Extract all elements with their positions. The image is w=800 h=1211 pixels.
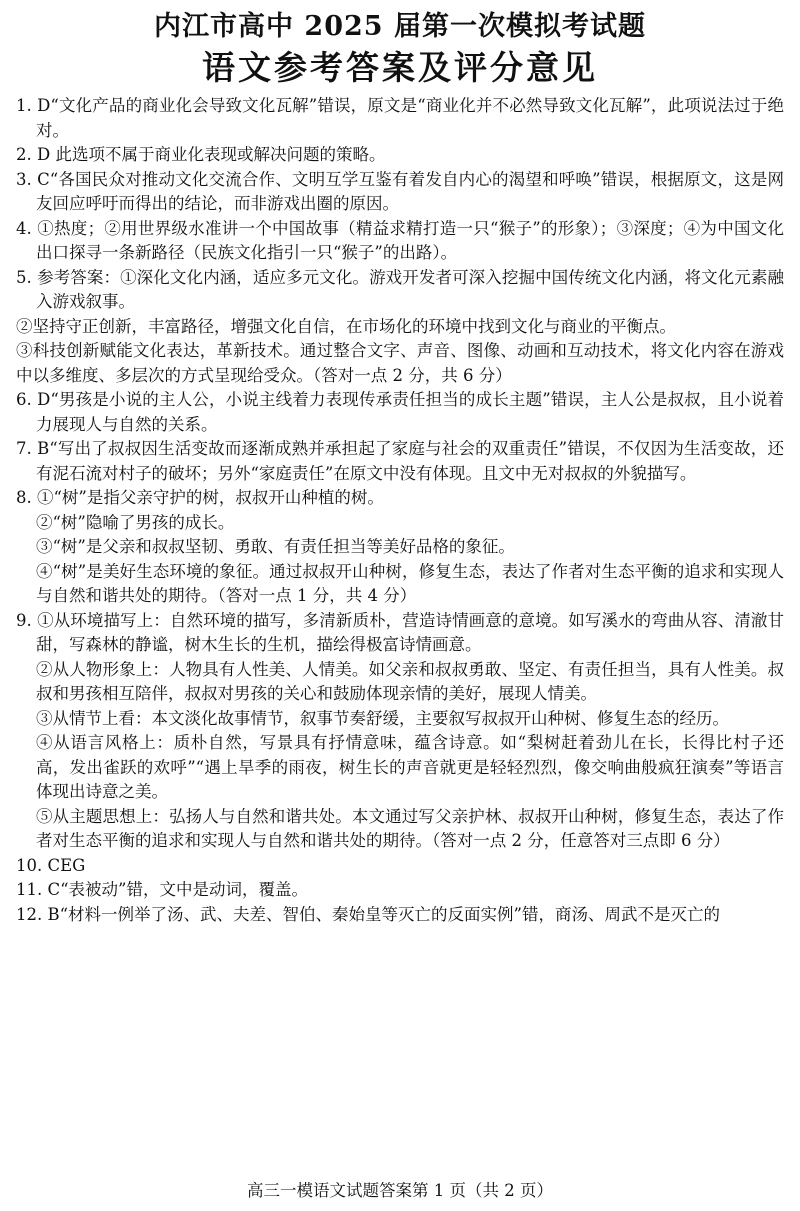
answer-9-point-2: ②从人物形象上：人物具有人性美、人情美。如父亲和叔叔勇敢、坚定、有责任担当，具有人性美。叔叔和男孩相互陪伴，叔叔对男孩的关心和鼓励体现亲情的美好，展现人情美。 <box>36 659 784 703</box>
answer-9-point-1: 9. ①从环境描写上：自然环境的描写，多清新质朴，营造诗情画意的意境。如写溪水的弯曲从容、清澈甘甜，写森林的静谧，树木生长的生机，描绘得极富诗情画意。 <box>16 610 784 654</box>
answer-4: 4. ①热度；②用世界级水准讲一个中国故事（精益求精打造一只“猴子”的形象）；③深度；④为中国文化出口探寻一条新路径（民族文化指引一只“猴子”的出路）。 <box>16 218 784 262</box>
answer-1: 1. D“文化产品的商业化会导致文化瓦解”错误，原文是“商业化并不必然导致文化瓦解”，此项说法过于绝对。 <box>16 96 784 140</box>
answer-5-point-3: ③科技创新赋能文化表达，革新技术。通过整合文字、声音、图像、动画和互动技术，将文化内容在游戏中以多维度、多层次的方式呈现给受众。（答对一点 2 分，共 6 分） <box>16 341 784 385</box>
answer-9-point-3: ③从情节上看：本文淡化故事情节，叙事节奏舒缓，主要叙写叔叔开山种树、修复生态的经历。 <box>36 708 729 728</box>
answer-3: 3. C“各国民众对推动文化交流合作、文明互学互鉴有着发自内心的渴望和呼唤”错误，根据原文，这是网友回应呼吁而得出的结论，而非游戏出圈的原因。 <box>16 169 784 213</box>
answer-5-point-1: 5. 参考答案：①深化文化内涵，适应多元文化。游戏开发者可深入挖掘中国传统文化内涵，将文化元素融入游戏叙事。 <box>16 267 784 311</box>
answer-5-point-2: ②坚持守正创新，丰富路径，增强文化自信，在市场化的环境中找到文化与商业的平衡点。 <box>16 316 676 336</box>
answer-8-point-2: ②“树”隐喻了男孩的成长。 <box>36 512 235 532</box>
answer-8-point-1: 8. ①“树”是指父亲守护的树，叔叔开山种植的树。 <box>16 488 384 507</box>
answer-10: 10. CEG <box>16 855 86 875</box>
answer-9-point-4: ④从语言风格上：质朴自然，写景具有抒情意味，蕴含诗意。如“梨树赶着劲儿在长，长得比村子还高，发出雀跃的欢呼”“遇上旱季的雨夜，树生长的声音就更是轻轻烈烈，像交响曲般疯狂演奏”等语言体现出诗意之美。 <box>36 733 784 801</box>
answer-12: 12. B“材料一例举了汤、武、夫差、智伯、秦始皇等灭亡的反面实例”错，商汤、周武不是灭亡的 <box>16 904 720 924</box>
answer-key-title: 语文参考答案及评分意见 <box>202 48 598 87</box>
answer-8-point-4: ④“树”是美好生态环境的象征。通过叔叔开山种树，修复生态，表达了作者对生态平衡的追求和实现人与自然和谐共处的期待。（答对一点 1 分，共 4 分） <box>36 561 784 605</box>
answer-11: 11. C“表被动”错，文中是动词，覆盖。 <box>16 880 308 899</box>
answer-2: 2. D 此选项不属于商业化表现或解决问题的策略。 <box>16 145 386 164</box>
answer-9-point-5: ⑤从主题思想上：弘扬人与自然和谐共处。本文通过写父亲护林、叔叔开山种树，修复生态，表达了作者对生态平衡的追求和实现人与自然和谐共处的期待。（答对一点 2 分，任意答对三点即 6 分） <box>36 806 784 850</box>
answer-8-point-3: ③“树”是父亲和叔叔坚韧、勇敢、有责任担当等美好品格的象征。 <box>36 537 515 556</box>
answer-6: 6. D“男孩是小说的主人公，小说主线着力表现传承责任担当的成长主题”错误，主人公是叔叔，且小说着力展现人与自然的关系。 <box>16 390 784 434</box>
answer-7: 7. B“写出了叔叔因生活变故而逐渐成熟并承担起了家庭与社会的双重责任”错误，不仅因为生活变故，还有泥石流对村子的破坏；另外“家庭责任”在原文中没有体现。且文中无对叔叔的外貌描写。 <box>16 439 784 483</box>
exam-title: 内江市高中 2025 届第一次模拟考试题 <box>154 11 646 42</box>
page-footer: 高三一模语文试题答案第 1 页（共 2 页） <box>247 1181 553 1200</box>
answer-list <box>16 94 784 927</box>
